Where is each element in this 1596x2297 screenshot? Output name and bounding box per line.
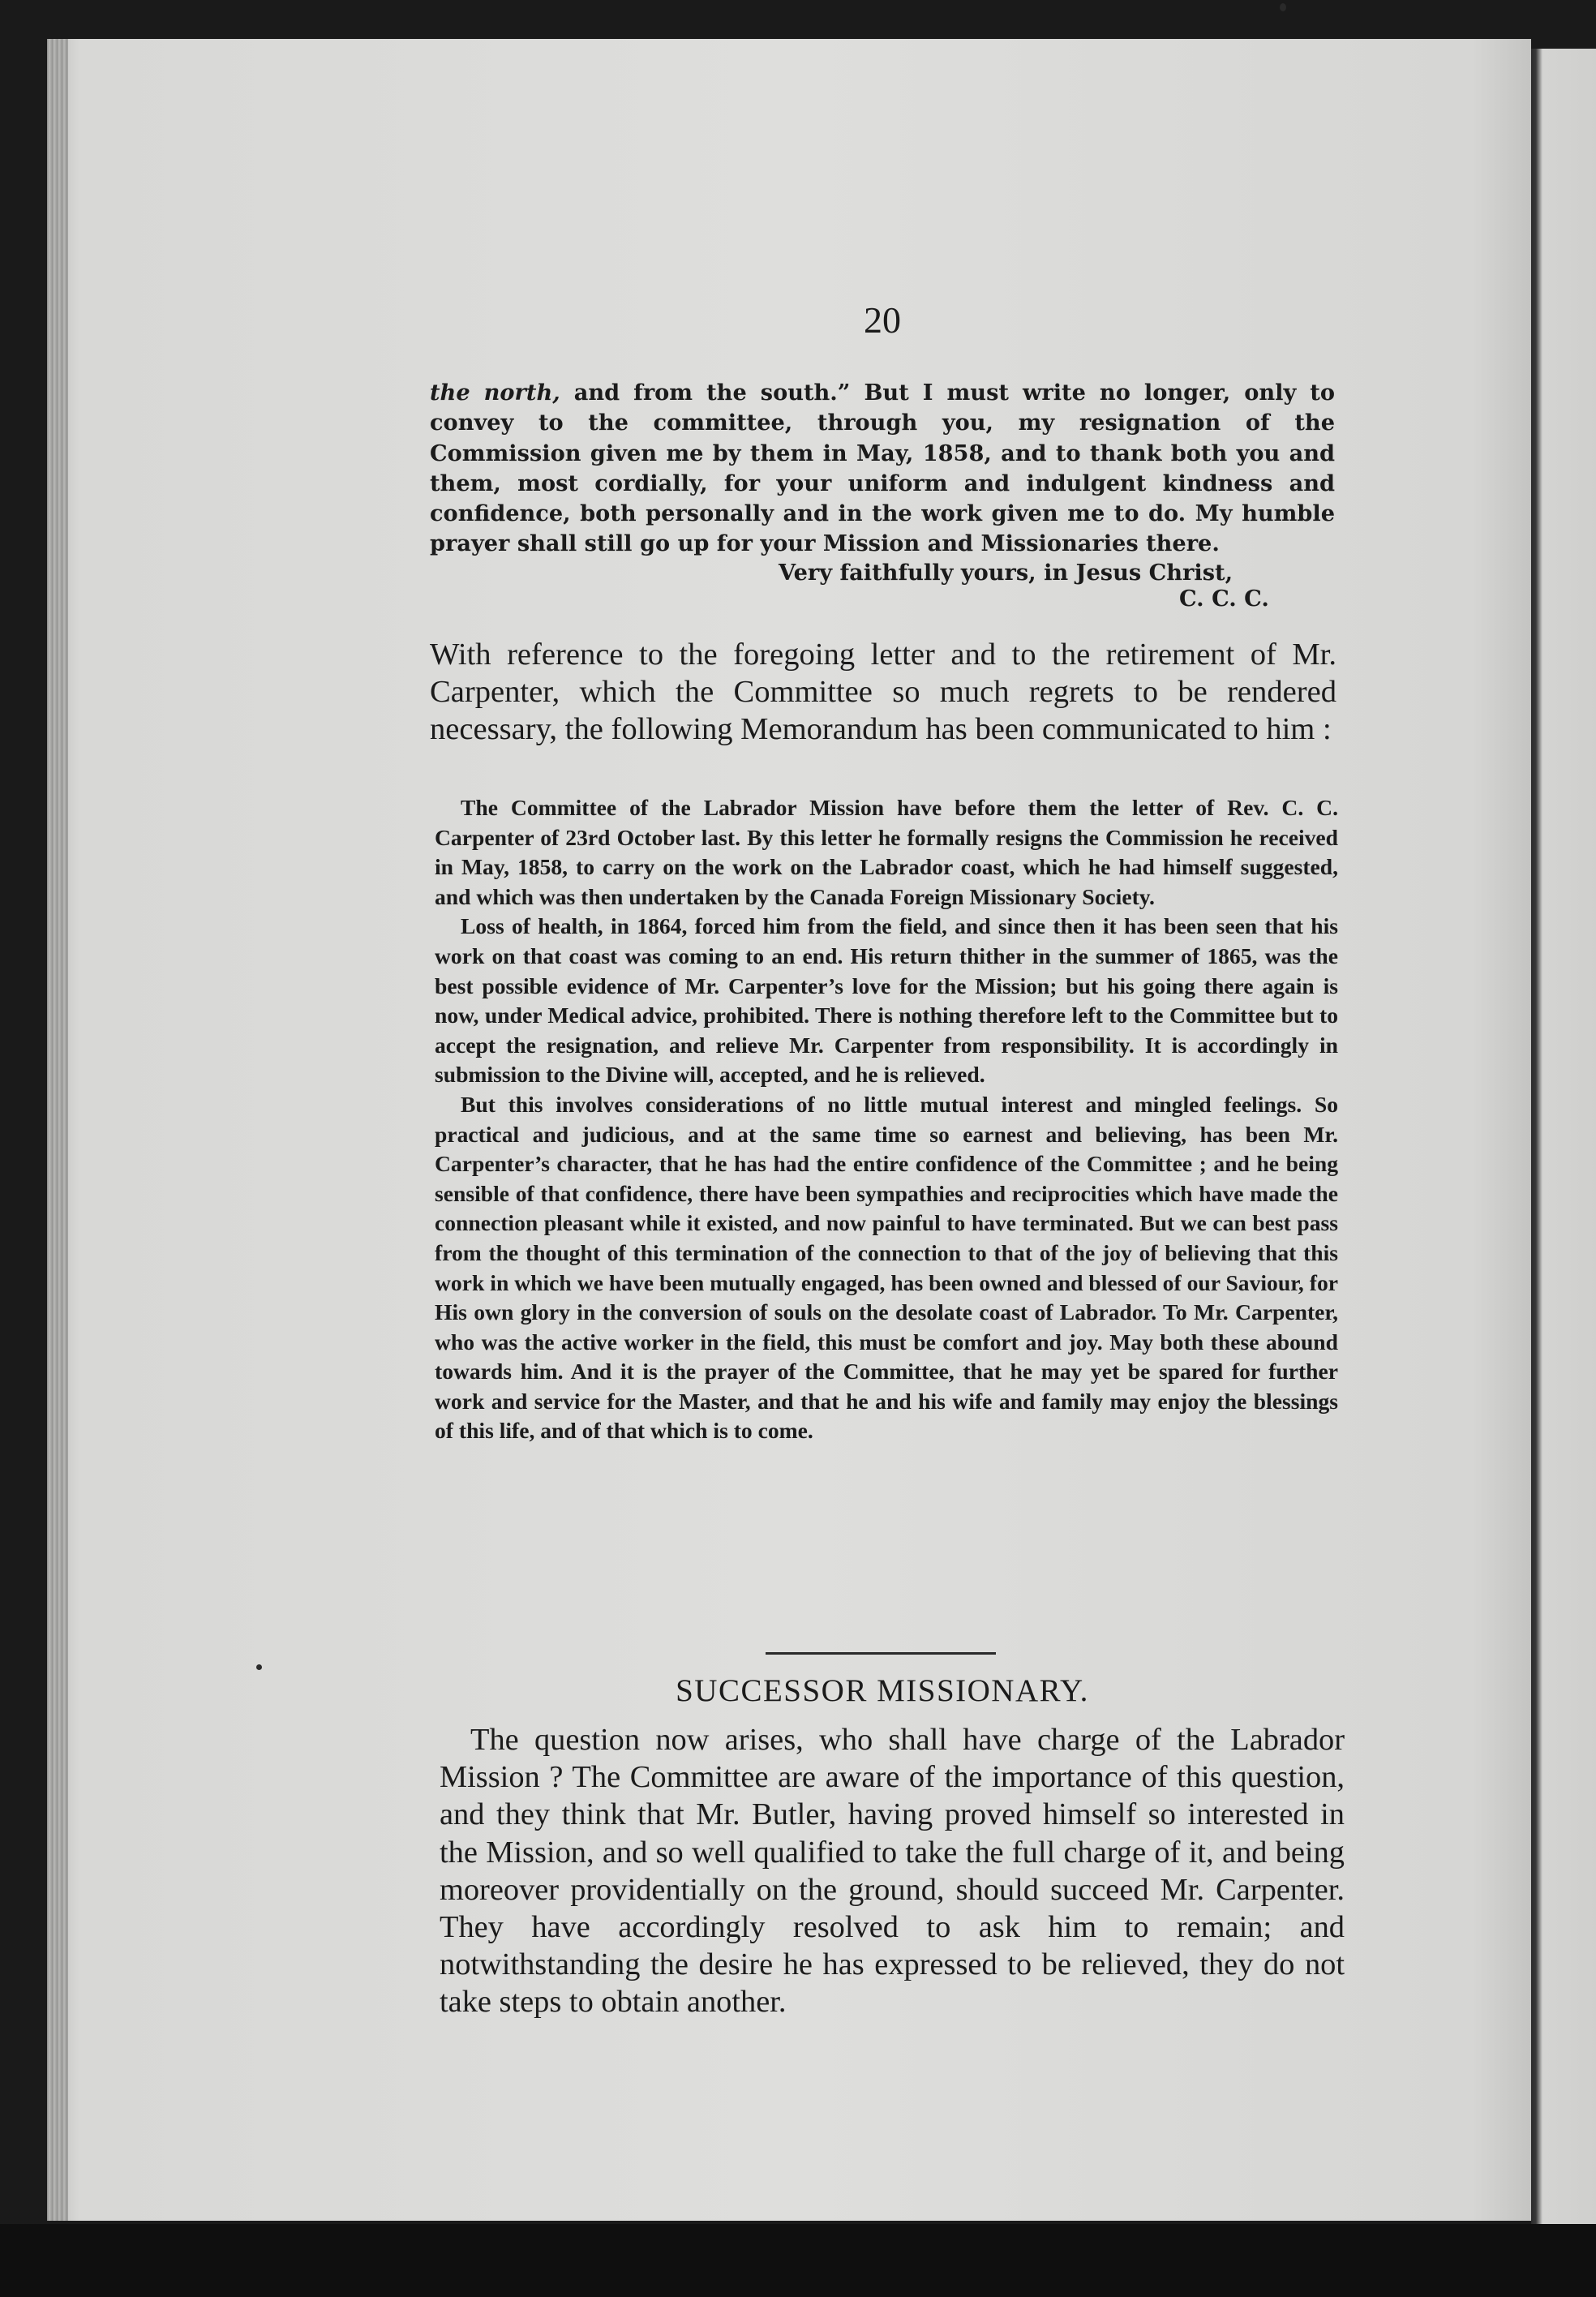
letter-lead-italic: the north, (430, 380, 560, 406)
section-heading: SUCCESSOR MISSIONARY. (676, 1673, 1089, 1708)
page-number: 20 (864, 299, 901, 341)
letter-signature: C. C. C. (1179, 586, 1269, 612)
memorandum-intro: With reference to the foregoing letter and to the retirement of Mr. Carpenter, which the Committee so much regrets to be rendered necessary, the following Memorandum has been communicated to him : (430, 638, 1336, 747)
successor-paragraph: The question now arises, who shall have charge of the Labrador Mission ? The Committee are aware of the importance of this question, and they think that Mr. Butler, having proved himself so interested in the Mission, and so well qualified to take the full charge of it, and being moreover providentially on the ground, should succeed Mr. Carpenter. They have accordingly resolved to ask him to remain; and notwithstanding the desire he has expressed to be relieved, they do not take steps to obtain another. (440, 1723, 1345, 2020)
memorandum-paragraph-2: Loss of health, in 1864, forced him from the field, and since then it has been seen that his work on that coast was coming to an end. His return thither in the summer of 1865, was the best possible evidence of Mr. Carpenter’s love for the Mission; but his going there again is now, under Medical advice, prohibited. There is nothing therefore left to the Committee but to accept the resignation, and relieve Mr. Carpenter from responsibility. It is accordingly in submission to the Divine will, accepted, and he is relieved. (435, 913, 1338, 1088)
letter-excerpt (430, 378, 1335, 560)
letter-closing: Very faithfully yours, in Jesus Christ, (779, 560, 1233, 586)
memorandum-paragraph-3: But this involves considerations of no little mutual interest and mingled feelings. So practical and judicious, and at the same time so earnest and believing, has been Mr. Carpenter’s character, that he has had the entire confidence of the Committee ; and he being sensible of that confidence, there have been sympathies and reciprocities which have made the connection pleasant while it existed, and now painful to have terminated. But we can best pass from the thought of this termination of the connection to that of the joy of believing that this work in which we have been mutually engaged, has been owned and blessed of our Saviour, for His own glory in the conversion of souls on the desolate coast of Labrador. To Mr. Carpenter, who was the active worker in the field, this must be comfort and joy. May both these abound towards him. And it is the prayer of the Committee, that he may yet be spared for further work and service for the Master, and that he and his wife and family may enjoy the blessings of this life, and of that which is to come. (435, 1091, 1338, 1444)
letter-body: and from the south.” But I must write no longer, only to convey to the committee, through you, my resignation of the Commission given me by them in May, 1858, and to thank both you and them, most cordially, for your uniform and indulgent kindness and confidence, both personally and in the work given me to do. My humble prayer shall still go up for your Mission and Missionaries there. (430, 380, 1336, 557)
memorandum (435, 793, 1338, 1446)
section-divider (766, 1652, 996, 1655)
memorandum-paragraph-1: The Committee of the Labrador Mission have before them the letter of Rev. C. C. Carpenter of 23rd October last. By this letter he formally resigns the Commission he received in May, 1858, to carry on the work on the Labrador coast, which he had himself suggested, and which was then undertaken by the Canada Foreign Missionary Society. (435, 795, 1338, 909)
